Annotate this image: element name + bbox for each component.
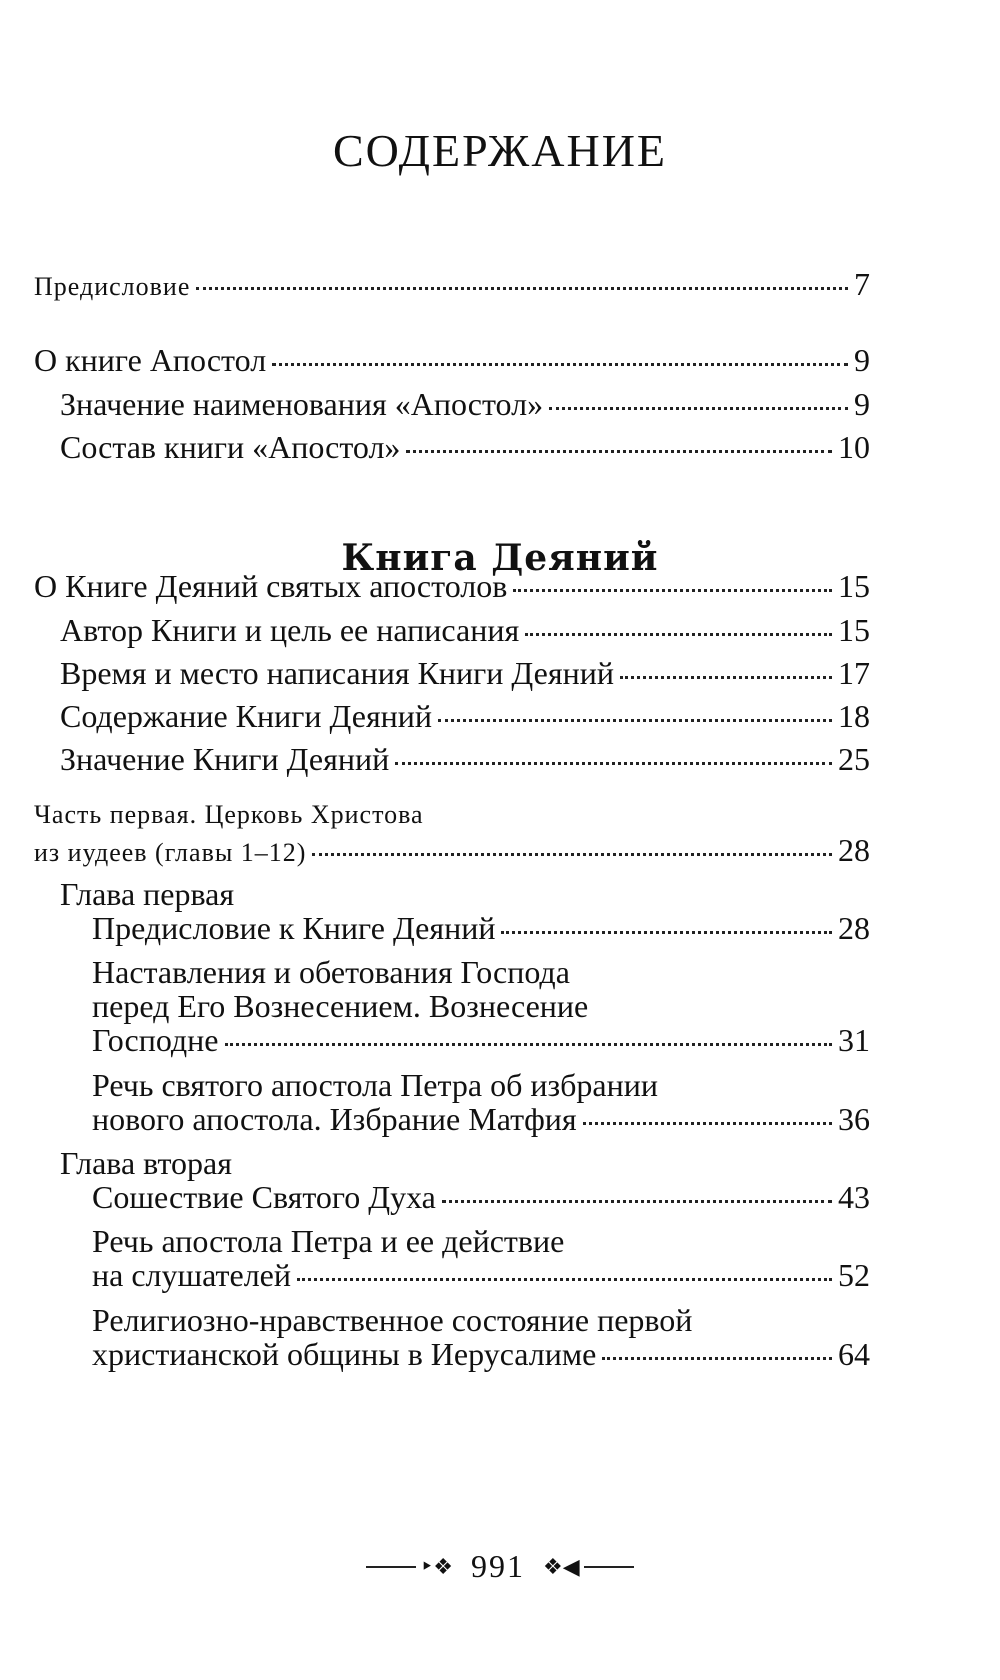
- toc-entry-ch2-peter-speech[interactable]: [92, 1259, 870, 1291]
- leader-dots: [442, 1200, 832, 1203]
- toc-entry-label: из иудеев (главы 1–12): [34, 838, 307, 867]
- leader-dots: [602, 1357, 832, 1360]
- toc-entry-acts-about[interactable]: [34, 570, 870, 602]
- toc-entry-page: 64: [838, 1336, 870, 1372]
- toc-entry-label: на слушателей: [92, 1257, 291, 1293]
- ornament-icon: ‣❖: [420, 1553, 454, 1579]
- toc-entry-page: 17: [838, 655, 870, 691]
- toc-entry-page: 15: [838, 568, 870, 604]
- toc-entry-acts-author[interactable]: [60, 614, 870, 646]
- toc-entry-label: О книге Апостол: [34, 342, 267, 378]
- chapter-title[interactable]: Глава первая: [60, 876, 235, 912]
- leader-dots: [513, 589, 832, 592]
- toc-entry-acts-content[interactable]: [60, 700, 870, 732]
- toc-entry-page: 31: [838, 1022, 870, 1058]
- section-title: Книга Деяний: [341, 537, 659, 579]
- leader-dots: [297, 1278, 832, 1281]
- toc-entry-label: Значение наименования «Апостол»: [60, 386, 544, 422]
- toc-entry-ch1-preface[interactable]: [92, 912, 870, 944]
- leader-dots: [225, 1043, 833, 1046]
- toc-entry-ch2-pentecost[interactable]: [92, 1181, 870, 1213]
- toc-entry-label: нового апостола. Избрание Матфия: [92, 1101, 577, 1137]
- leader-dots: [525, 633, 832, 636]
- leader-dots: [438, 719, 832, 722]
- toc-entry-label: Предисловие: [34, 272, 191, 301]
- toc-entry-ch2-community[interactable]: [92, 1338, 870, 1370]
- toc-entry-part-one[interactable]: [34, 834, 870, 866]
- chapter-title[interactable]: Глава вторая: [60, 1145, 232, 1181]
- toc-entry-name-meaning[interactable]: [60, 388, 870, 420]
- toc-entry-acts-significance[interactable]: [60, 743, 870, 775]
- toc-entry-page: 43: [838, 1179, 870, 1215]
- toc-entry-ch1-matthias[interactable]: [92, 1103, 870, 1135]
- part-one-title[interactable]: Часть первая. Церковь Христова: [34, 800, 424, 829]
- toc-entry-composition[interactable]: [60, 431, 870, 463]
- toc-entry-line: Речь апостола Петра и ее действие: [92, 1223, 565, 1259]
- leader-dots: [196, 287, 848, 290]
- leader-dots: [406, 450, 832, 453]
- leader-dots: [272, 363, 848, 366]
- footer-rule-left: [366, 1566, 416, 1568]
- toc-entry-page: 15: [838, 612, 870, 648]
- leader-dots: [501, 931, 832, 934]
- toc-entry-line: Наставления и обетования Господа: [92, 954, 570, 990]
- leader-dots: [312, 853, 832, 856]
- leader-dots: [549, 407, 848, 410]
- toc-entry-label: О Книге Деяний святых апостолов: [34, 568, 508, 604]
- toc-entry-page: 10: [838, 429, 870, 465]
- leader-dots: [395, 762, 832, 765]
- toc-entry-ch1-ascension[interactable]: [92, 1024, 870, 1056]
- toc-entry-label: Автор Книги и цель ее написания: [60, 612, 520, 648]
- toc-entry-label: Содержание Книги Деяний: [60, 698, 433, 734]
- toc-entry-page: 25: [838, 741, 870, 777]
- toc-entry-label: Сошествие Святого Духа: [92, 1179, 436, 1215]
- ornament-icon: ❖◀: [543, 1553, 580, 1579]
- toc-entry-line: Религиозно-нравственное состояние первой: [92, 1302, 693, 1338]
- toc-entry-page: 28: [838, 832, 870, 868]
- toc-entry-label: Значение Книги Деяний: [60, 741, 390, 777]
- toc-entry-page: 7: [854, 266, 870, 302]
- toc-entry-line: перед Его Вознесением. Вознесение: [92, 988, 589, 1024]
- toc-entry-label: Состав книги «Апостол»: [60, 429, 401, 465]
- toc-entry-about-apostol[interactable]: [34, 344, 870, 376]
- toc-entry-page: 36: [838, 1101, 870, 1137]
- toc-entry-page: 9: [854, 386, 870, 422]
- leader-dots: [620, 676, 832, 679]
- toc-entry-label: Предисловие к Книге Деяний: [92, 910, 496, 946]
- leader-dots: [583, 1122, 832, 1125]
- page-title: СОДЕРЖАНИЕ: [332, 125, 668, 176]
- toc-entry-page: 28: [838, 910, 870, 946]
- toc-entry-page: 18: [838, 698, 870, 734]
- toc-entry-label: христианской общины в Иерусалиме: [92, 1336, 597, 1372]
- footer-rule-right: [584, 1566, 634, 1568]
- toc-entry-acts-time-place[interactable]: [60, 657, 870, 689]
- toc-entry-line: Речь святого апостола Петра об избрании: [92, 1067, 658, 1103]
- toc-entry-page: 9: [854, 342, 870, 378]
- page-number: 991: [471, 1548, 526, 1584]
- toc-entry-label: Господне: [92, 1022, 219, 1058]
- toc-entry-page: 52: [838, 1257, 870, 1293]
- page-footer: [0, 1548, 1000, 1585]
- toc-entry-label: Время и место написания Книги Деяний: [60, 655, 614, 691]
- toc-entry-preface[interactable]: [34, 268, 870, 300]
